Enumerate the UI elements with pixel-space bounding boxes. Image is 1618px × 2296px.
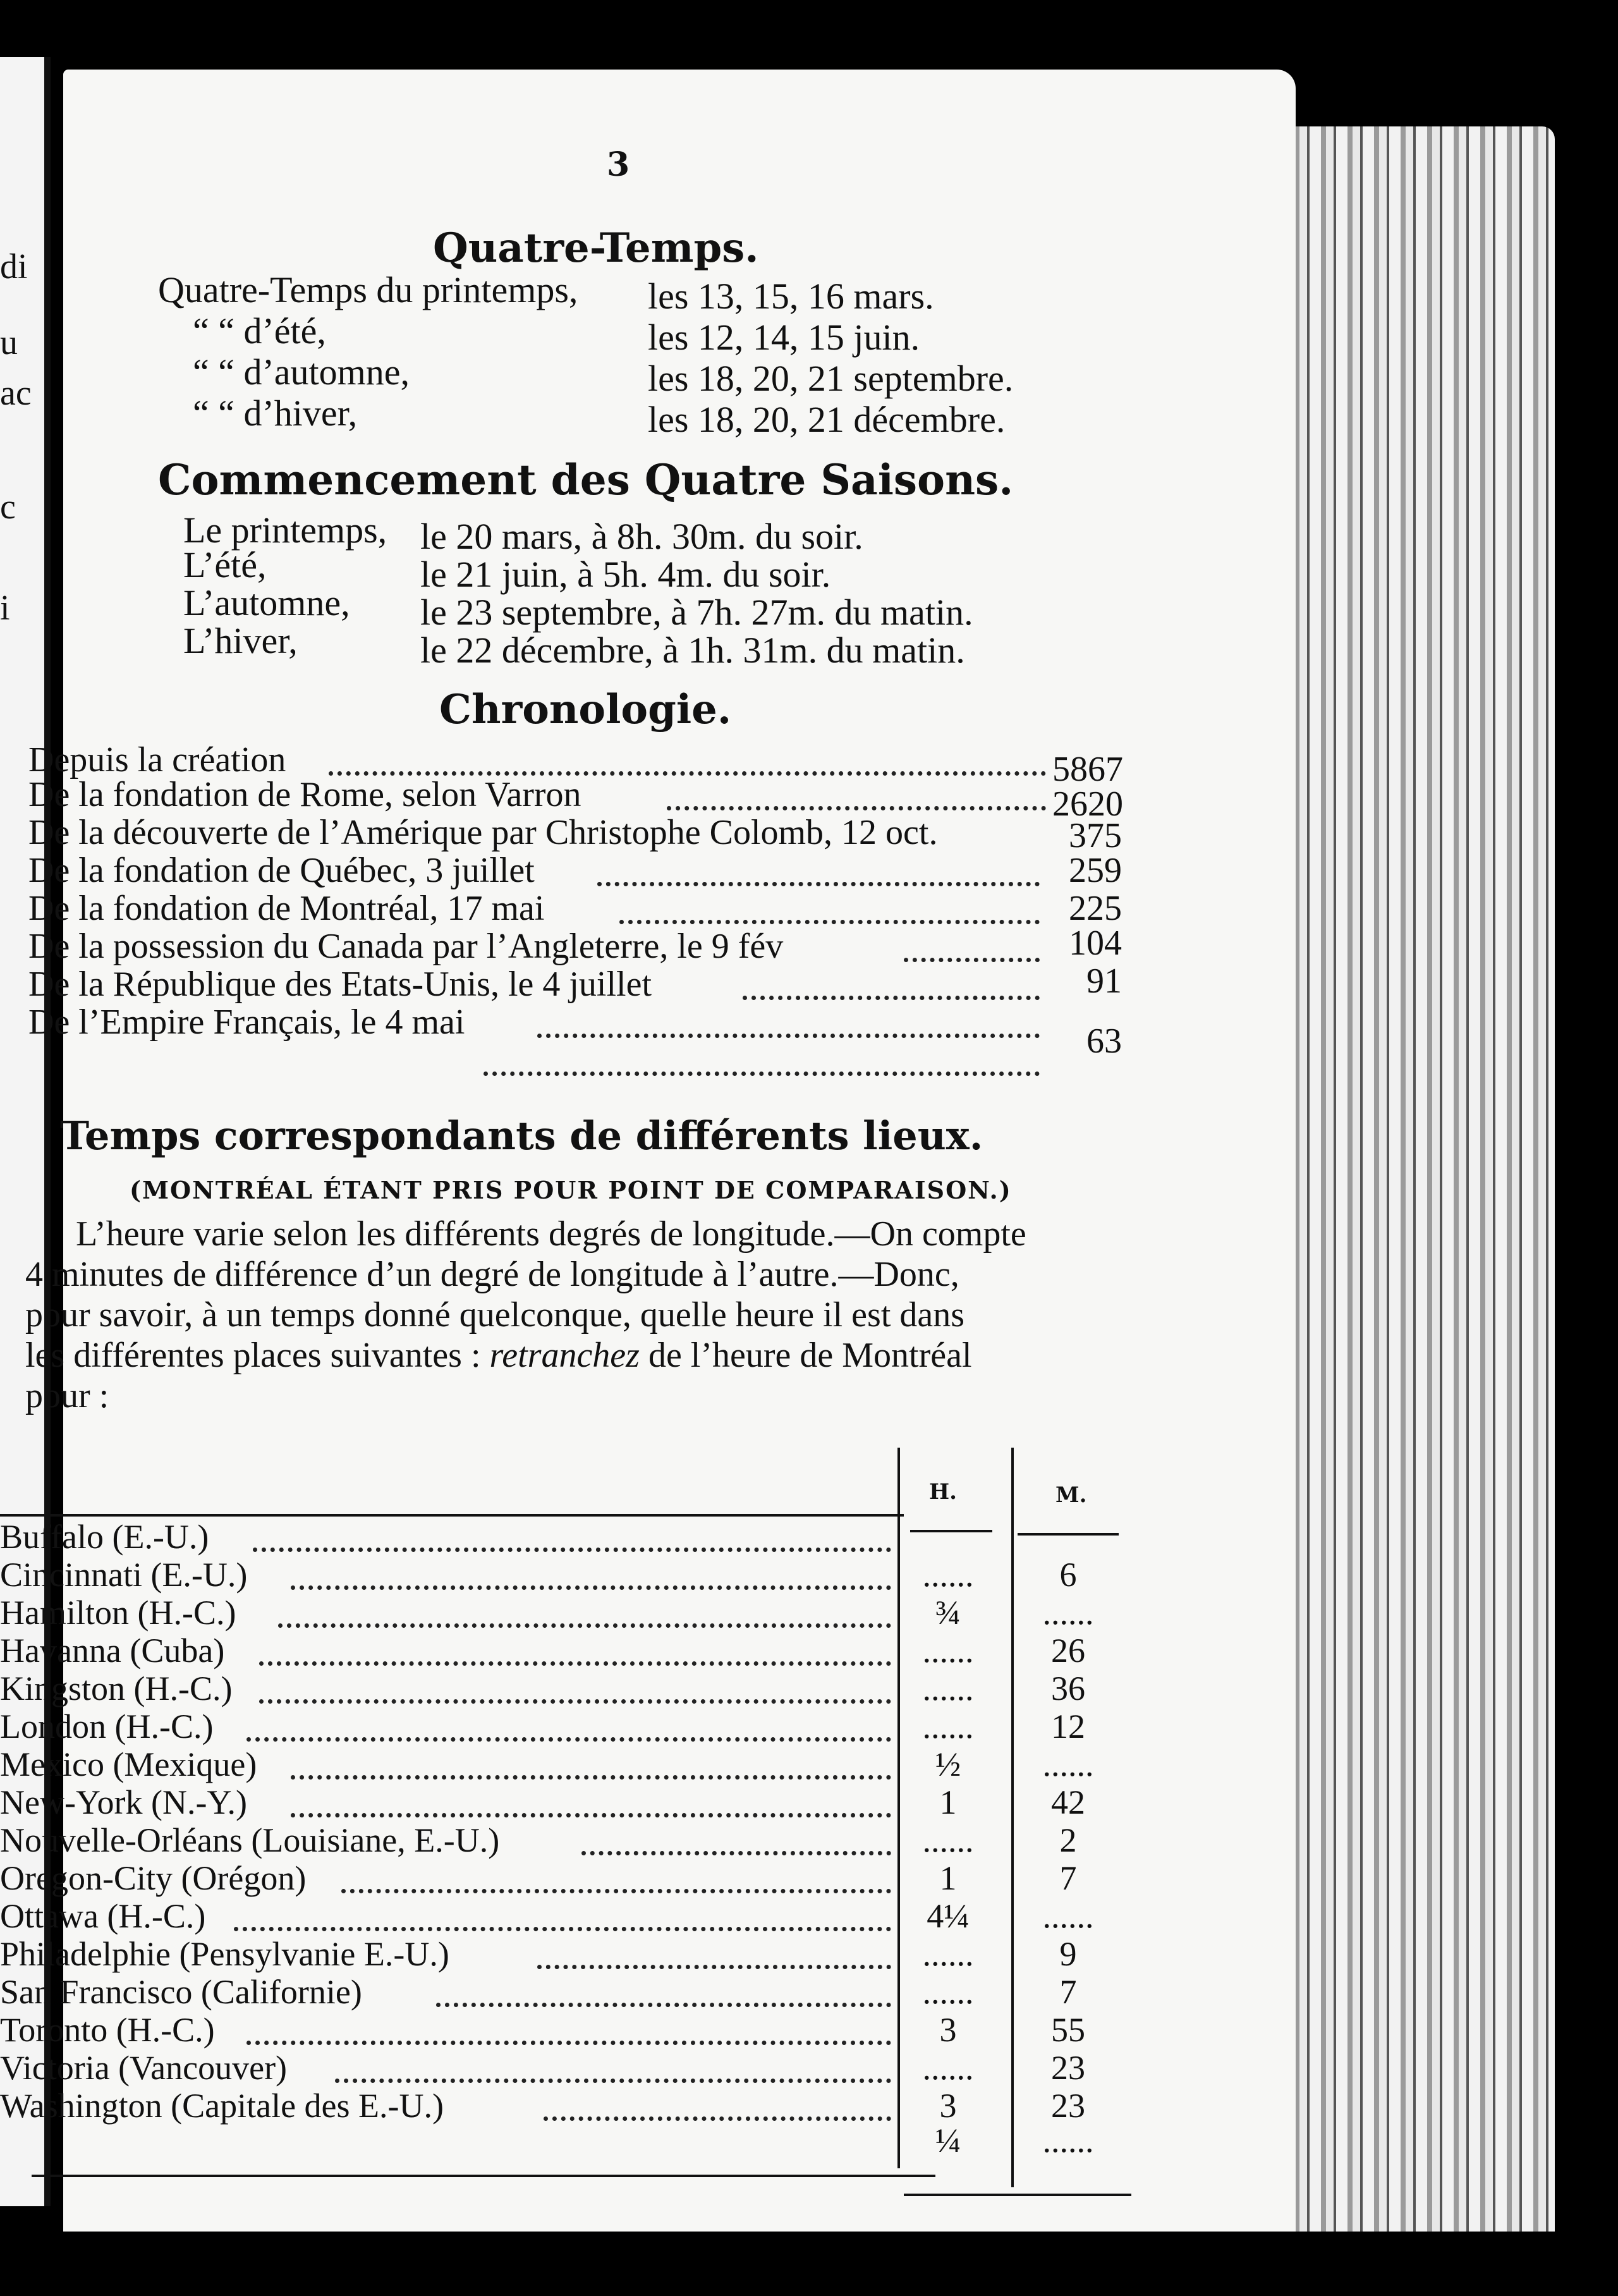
leader-dots <box>484 1046 1040 1076</box>
temps-paragraph <box>25 1214 1214 1416</box>
hours: ...... <box>922 1670 974 1707</box>
temps-heading: Temps correspondants de différents lieux. <box>60 1113 983 1159</box>
hours: ...... <box>922 1935 974 1973</box>
chronologie-heading: Chronologie. <box>439 686 732 733</box>
para-line: pour : <box>25 1376 109 1415</box>
leader-dots <box>329 746 1046 776</box>
qt-label: “ “ d’hiver, <box>193 393 358 434</box>
place-name: Ottawa (H.-C.) <box>0 1897 206 1935</box>
minutes: 23 <box>1051 2049 1085 2087</box>
para-text: les différentes places suivantes : <box>25 1336 490 1375</box>
left-fragment: c <box>0 487 16 527</box>
table-row <box>0 1517 1138 1555</box>
place-name: Cincinnati (E.-U.) <box>0 1556 248 1594</box>
hours: 3 <box>939 2011 957 2049</box>
col-header-h: H. <box>929 1479 957 1505</box>
minutes: 55 <box>1051 2011 1085 2049</box>
place-name: Victoria (Vancouver) <box>0 2049 288 2087</box>
place-name: Philadelphie (Pensylvanie E.-U.) <box>0 1935 449 1973</box>
chronology-value: 5867 <box>1052 750 1123 789</box>
col-header-m: M. <box>1055 1482 1087 1508</box>
hours: ...... <box>922 1632 974 1670</box>
hours: ¾ <box>935 1594 961 1632</box>
para-line: 4 minutes de différence d’un degré de longitude à l’autre.—Donc, <box>25 1255 959 1294</box>
bottom-rule <box>904 2194 1131 2196</box>
hours: 1 <box>939 1783 957 1821</box>
place-name: New-York (N.-Y.) <box>0 1783 247 1821</box>
chronology-label: De la possession du Canada par l’Angleterre, le 9 fév <box>28 927 784 966</box>
leader-dots <box>544 2091 891 2121</box>
leader-dots <box>278 1598 891 1628</box>
table-row <box>0 1896 1138 1934</box>
leader-dots <box>253 1522 891 1552</box>
place-name: Havanna (Cuba) <box>0 1632 225 1670</box>
leader-dots <box>259 1636 891 1666</box>
bottom-rule <box>32 2175 935 2177</box>
place-name: Hamilton (H.-C.) <box>0 1594 236 1632</box>
qt-label: Quatre-Temps du printemps, <box>158 269 578 310</box>
qt-dates: les 12, 14, 15 juin. <box>648 317 920 358</box>
table-row <box>0 2048 1138 2086</box>
chronology-label: De la fondation de Québec, 3 juillet <box>28 851 535 890</box>
hours: ...... <box>922 1707 974 1745</box>
place-name: London (H.-C.) <box>0 1707 214 1745</box>
qt-label: “ “ d’été, <box>193 310 326 351</box>
chronology-row <box>28 740 1166 779</box>
table-row <box>0 2086 1138 2124</box>
season: L’automne, <box>183 582 350 623</box>
para-line: L’heure varie selon les différents degrés de longitude.—On compte <box>76 1214 1026 1254</box>
leader-dots <box>581 1826 891 1855</box>
hours: 3 <box>939 2087 957 2125</box>
time-table <box>0 1448 1169 2219</box>
chronology-value: 375 <box>1069 816 1122 855</box>
para-line: pour savoir, à un temps donné quelconque, quelle heure il est dans <box>25 1295 965 1334</box>
leader-dots <box>335 2053 891 2083</box>
leader-dots <box>246 1712 891 1742</box>
minutes: ...... <box>1042 1745 1094 1783</box>
para-line <box>25 1335 1214 1376</box>
temps-subtitle: (MONTRÉAL ÉTANT PRIS POUR POINT DE COMPARAISON.) <box>130 1176 1012 1204</box>
season: L’été, <box>183 544 267 585</box>
minutes: 26 <box>1051 1632 1085 1670</box>
page-number: 3 <box>607 145 630 184</box>
minutes: 7 <box>1059 1859 1077 1897</box>
minutes: ...... <box>1042 1594 1094 1632</box>
table-row <box>0 1783 1138 1821</box>
minutes: 9 <box>1059 1935 1077 1973</box>
place-name: Mexico (Mexique) <box>0 1745 257 1783</box>
chronology-value: 91 <box>1086 962 1122 1001</box>
table-row <box>0 1555 1138 1593</box>
leader-dots <box>597 857 1040 886</box>
chronology-label: Depuis la création <box>28 740 286 779</box>
hours: 4¼ <box>927 1897 970 1935</box>
season-date: le 22 décembre, à 1h. 31m. du matin. <box>420 630 965 671</box>
para-text: de l’heure de Montréal <box>639 1336 972 1375</box>
chronology-value: 259 <box>1069 851 1122 890</box>
table-row <box>0 1972 1138 2010</box>
leader-dots <box>259 1674 891 1704</box>
chronology-label: De l’Empire Français, le 4 mai <box>28 1003 465 1042</box>
header-rule <box>0 1514 904 1517</box>
qt-label: “ “ d’automne, <box>193 351 410 393</box>
place-name: Toronto (H.-C.) <box>0 2011 215 2049</box>
minutes: 36 <box>1051 1670 1085 1707</box>
leader-dots <box>743 970 1040 1000</box>
minutes: 2 <box>1059 1821 1077 1859</box>
chronology-label: De la découverte de l’Amérique par Christophe Colomb, 12 oct. <box>28 813 938 852</box>
hours: ¼ <box>935 2122 961 2159</box>
minutes: ...... <box>1042 2122 1094 2159</box>
table-row <box>0 1593 1138 1631</box>
chronology-label: De la fondation de Montréal, 17 mai <box>28 889 545 928</box>
hours: ...... <box>922 2049 974 2087</box>
season: Le printemps, <box>183 510 387 551</box>
para-italic: retranchez <box>489 1336 640 1375</box>
place-name: Kingston (H.-C.) <box>0 1670 233 1707</box>
book-page <box>0 70 1296 2232</box>
hours: 1 <box>939 1859 957 1897</box>
leader-dots <box>341 1864 891 1893</box>
table-row <box>0 2010 1138 2048</box>
qt-dates: les 18, 20, 21 septembre. <box>648 358 1014 399</box>
season-date: le 21 juin, à 5h. 4m. du soir. <box>420 554 831 595</box>
leader-dots <box>234 1902 891 1931</box>
season-date: le 20 mars, à 8h. 30m. du soir. <box>420 516 863 557</box>
table-row <box>0 1821 1138 1859</box>
page-stack-edges <box>1283 126 1555 2232</box>
qt-dates: les 18, 20, 21 décembre. <box>648 399 1006 440</box>
left-fragment: ac <box>0 374 32 413</box>
minutes: 7 <box>1059 1973 1077 2011</box>
leader-dots <box>537 1008 1040 1038</box>
leader-dots <box>291 1750 891 1780</box>
leader-dots <box>904 932 1040 962</box>
saisons-heading: Commencement des Quatre Saisons. <box>158 455 1014 504</box>
left-fragment: i <box>0 589 10 628</box>
leader-dots <box>619 895 1040 924</box>
minutes: 23 <box>1051 2087 1085 2125</box>
minutes: 6 <box>1059 1556 1077 1594</box>
table-row <box>0 1669 1138 1707</box>
minutes: 12 <box>1051 1707 1085 1745</box>
table-row <box>0 1707 1138 1745</box>
table-row <box>0 1631 1138 1669</box>
leader-dots <box>246 2015 891 2045</box>
leader-dots <box>291 1788 891 1817</box>
hours: ...... <box>922 1973 974 2011</box>
left-fragment: u <box>0 323 18 362</box>
leader-dots <box>436 1977 891 2007</box>
leader-dots <box>537 1939 891 1969</box>
table-row <box>0 1745 1138 1783</box>
place-name: Buffalo (E.-U.) <box>0 1518 209 1556</box>
hours: ½ <box>935 1745 961 1783</box>
place-name: San Francisco (Californie) <box>0 1973 362 2011</box>
leader-dots <box>667 781 1046 810</box>
left-fragment: di <box>0 247 28 286</box>
season-date: le 23 septembre, à 7h. 27m. du matin. <box>420 592 973 633</box>
place-name: Oregon-City (Orégon) <box>0 1859 307 1897</box>
table-row <box>0 1859 1138 1896</box>
minutes: 42 <box>1051 1783 1085 1821</box>
season: L’hiver, <box>183 620 298 661</box>
place-name: Nouvelle-Orléans (Louisiane, E.-U.) <box>0 1821 500 1859</box>
chronology-label: De la fondation de Rome, selon Varron <box>28 775 581 814</box>
chronology-value: 104 <box>1069 924 1122 963</box>
minutes: ...... <box>1042 1897 1094 1935</box>
place-name: Washington (Capitale des E.-U.) <box>0 2087 444 2125</box>
hours: ...... <box>922 1821 974 1859</box>
qt-dates: les 13, 15, 16 mars. <box>648 276 934 317</box>
chronology-value: 225 <box>1069 889 1122 928</box>
leader-dots <box>291 1560 891 1590</box>
table-row <box>0 1934 1138 1972</box>
hours: ...... <box>922 1556 974 1594</box>
chronology-value: 63 <box>1086 1022 1122 1061</box>
quatre-temps-heading: Quatre-Temps. <box>433 224 759 272</box>
chronology-label: De la République des Etats-Unis, le 4 juillet <box>28 965 652 1004</box>
table-row <box>0 2121 1138 2159</box>
chronology-value: 2620 <box>1052 785 1123 824</box>
